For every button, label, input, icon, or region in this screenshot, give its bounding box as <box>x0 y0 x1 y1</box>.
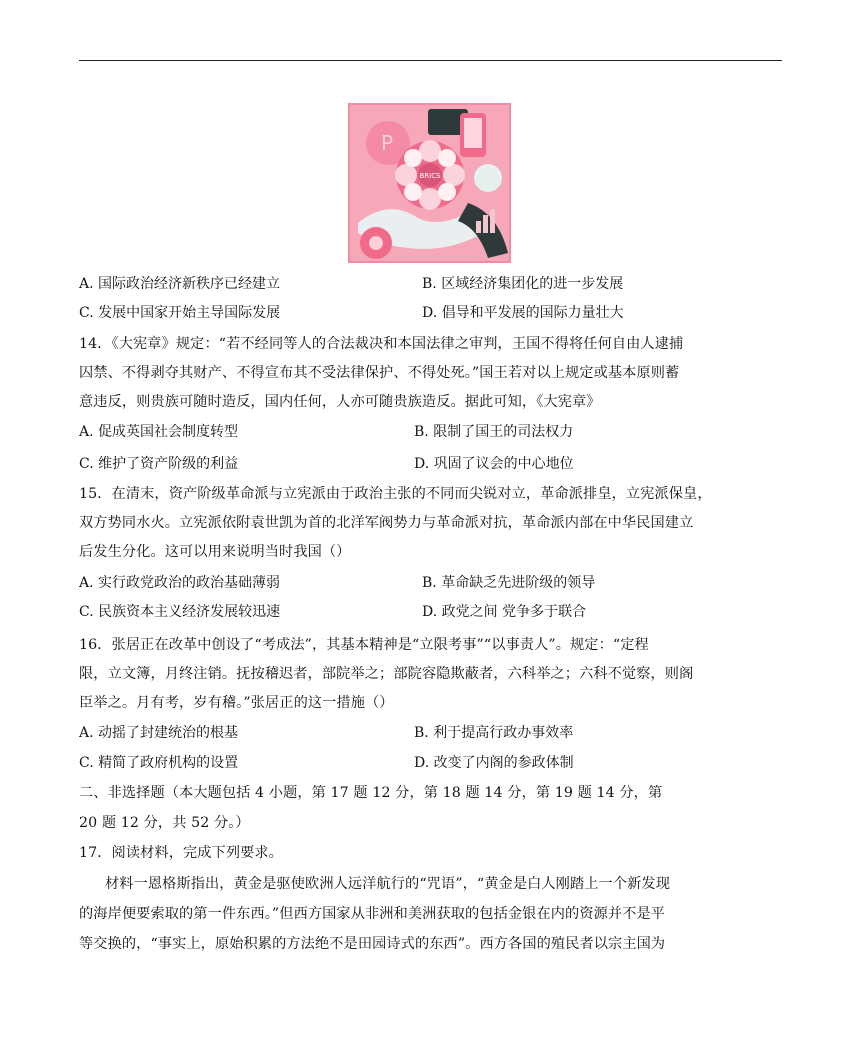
q14-option-b: B. 限制了国王的司法权力 <box>414 424 574 440</box>
q17-material-line-1: 材料一恩格斯指出，黄金是驱使欧洲人远洋航行的“咒语”，“黄金是白人刚踏上一个新发现 <box>105 876 670 892</box>
q14-line-1: 14．《大宪章》规定：“若不经同等人的合法裁决和本国法律之审判，王国不得将任何自由人逮捕 <box>79 336 684 352</box>
section-2-heading-line-1: 二、非选择题（本大题包括 4 小题，第 17 题 12 分，第 18 题 14 分，第 19 题 14 分，第 <box>79 785 663 801</box>
rupee-icon <box>474 164 502 192</box>
q16-option-d: D. 改变了内阁的参政体制 <box>414 755 574 771</box>
q13-option-c: C. 发展中国家开始主导国际发展 <box>79 305 281 321</box>
q15-option-a: A. 实行政党政治的政治基础薄弱 <box>79 575 281 591</box>
q14-option-c: C. 维护了资产阶级的利益 <box>79 456 239 472</box>
header-rule <box>79 60 782 61</box>
q16-line-3: 臣举之。月有考，岁有稽。”张居正的这一措施（） <box>79 695 394 711</box>
q13-option-a: A. 国际政治经济新秩序已经建立 <box>79 276 281 292</box>
q16-line-1: 16．张居正在改革中创设了“考成法”，其基本精神是“立限考事”“以事责人”。规定：“定程 <box>79 637 649 653</box>
q15-option-c: C. 民族资本主义经济发展较迅速 <box>79 604 281 620</box>
q15-option-b: B. 革命缺乏先进阶级的领导 <box>422 575 596 591</box>
brics-poster-image <box>348 103 511 263</box>
q16-line-2: 限，立文簿，月终注销。抚按稽迟者，部院举之；部院容隐欺蔽者，六科举之；六科不觉察，则阁 <box>79 666 694 682</box>
q14-option-d: D. 巩固了议会的中心地位 <box>414 456 574 472</box>
svg-text:P: P <box>381 131 394 155</box>
q14-line-3: 意违反，则贵族可随时造反，国内任何，人亦可随贵族造反。据此可知，《大宪章》 <box>79 394 601 410</box>
q17-material-line-3: 等交换的，“事实上，原始积累的方法绝不是田园诗式的东西”。西方各国的殖民者以宗主国为 <box>79 936 666 952</box>
q15-line-1: 15．在清末，资产阶级革命派与立宪派由于政治主张的不同而尖锐对立，革命派排皇，立宪派保皇， <box>79 486 712 502</box>
q13-option-d: D. 倡导和平发展的国际力量壮大 <box>422 305 624 321</box>
q14-option-a: A. 促成英国社会制度转型 <box>79 424 239 440</box>
q16-option-a: A. 动摇了封建统治的根基 <box>79 725 239 741</box>
q16-option-c: C. 精简了政府机构的设置 <box>79 755 239 771</box>
q13-option-b: B. 区域经济集团化的进一步发展 <box>422 276 624 292</box>
q15-line-3: 后发生分化。这可以用来说明当时我国（） <box>79 544 351 560</box>
q14-line-2: 囚禁、不得剥夺其财产、不得宣布其不受法律保护、不得处死。”国王若对以上规定或基本原则蓄 <box>79 365 680 381</box>
q17-title: 17．阅读材料，完成下列要求。 <box>79 845 283 861</box>
section-2-heading-line-2: 20 题 12 分，共 52 分。） <box>79 815 250 831</box>
q15-line-2: 双方势同水火。立宪派依附袁世凯为首的北洋军阀势力与革命派对抗，革命派内部在中华民国建立 <box>79 515 694 531</box>
brics-label: BRICS <box>419 172 441 180</box>
q16-option-b: B. 利于提高行政办事效率 <box>414 725 574 741</box>
q15-option-d: D. 政党之间 党争多于联合 <box>422 604 587 620</box>
chart-icon <box>476 221 481 233</box>
q17-material-line-2: 的海岸便要索取的第一件东西。”但西方国家从非洲和美洲获取的包括金银在内的资源并不是平 <box>79 906 666 922</box>
